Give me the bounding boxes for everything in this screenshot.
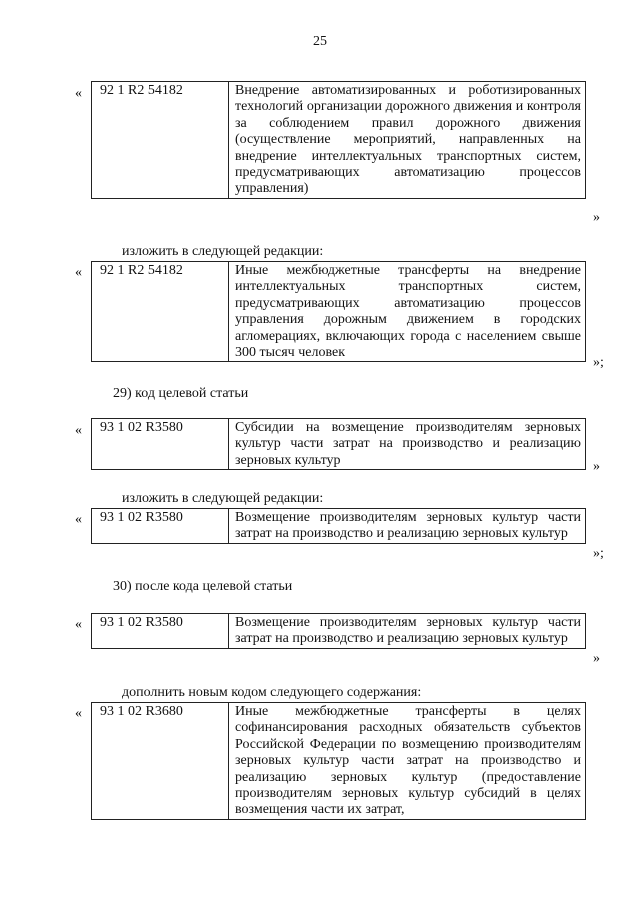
budget-code-table	[91, 613, 586, 649]
open-quote: «	[75, 706, 82, 721]
open-quote: «	[75, 86, 82, 101]
target-code: 93 1 02 R3580	[92, 419, 229, 470]
table-row	[92, 419, 586, 470]
close-quote: »	[593, 459, 600, 474]
list-item-heading: 29) код целевой статьи	[113, 386, 249, 401]
target-description: Иные межбюджетные трансферты в целях софинансирования расходных обязательств субъектов Российской Федерации по возмещению производителям зерновых культур части затрат на производство и реализацию зерновых культур (предоставление производителям зерновых культур субсидий в целях возмещения части их затрат,	[229, 703, 586, 820]
table-row	[92, 614, 586, 649]
table-row	[92, 262, 586, 362]
open-quote: «	[75, 265, 82, 280]
table-row	[92, 82, 586, 199]
budget-code-table	[91, 418, 586, 470]
budget-code-table	[91, 261, 586, 362]
target-description: Субсидии на возмещение производителям зерновых культур части затрат на производство и реализацию зерновых культур	[229, 419, 586, 470]
instruction-text: дополнить новым кодом следующего содержания:	[122, 685, 422, 700]
budget-code-table	[91, 702, 586, 820]
target-code: 92 1 R2 54182	[92, 262, 229, 362]
open-quote: «	[75, 512, 82, 527]
target-description: Возмещение производителям зерновых культур части затрат на производство и реализацию зерновых культур	[229, 509, 586, 544]
open-quote: «	[75, 617, 82, 632]
target-description: Внедрение автоматизированных и роботизированных технологий организации дорожного движения и контроля за соблюдением правил дорожного движения (осуществление мероприятий, направленных на внедрение интеллектуальных транспортных систем, предусматривающих автоматизацию процессов управления)	[229, 82, 586, 199]
close-quote: »	[593, 210, 600, 225]
close-quote: »	[593, 651, 600, 666]
target-description: Иные межбюджетные трансферты на внедрение интеллектуальных транспортных систем, предусматривающих автоматизацию процессов управления дорожным движением в городских агломерациях, включающих города с населением свыше 300 тысяч человек	[229, 262, 586, 362]
budget-code-table	[91, 81, 586, 199]
target-code: 93 1 02 R3580	[92, 509, 229, 544]
list-item-heading: 30) после кода целевой статьи	[113, 579, 293, 594]
target-code: 92 1 R2 54182	[92, 82, 229, 199]
target-code: 93 1 02 R3680	[92, 703, 229, 820]
page-number: 25	[313, 34, 327, 49]
table-row	[92, 703, 586, 820]
target-code: 93 1 02 R3580	[92, 614, 229, 649]
target-description: Возмещение производителям зерновых культур части затрат на производство и реализацию зерновых культур	[229, 614, 586, 649]
open-quote: «	[75, 423, 82, 438]
table-row	[92, 509, 586, 544]
close-quote: »;	[593, 355, 604, 370]
instruction-text: изложить в следующей редакции:	[122, 491, 324, 506]
budget-code-table	[91, 508, 586, 544]
close-quote: »;	[593, 546, 604, 561]
instruction-text: изложить в следующей редакции:	[122, 244, 324, 259]
